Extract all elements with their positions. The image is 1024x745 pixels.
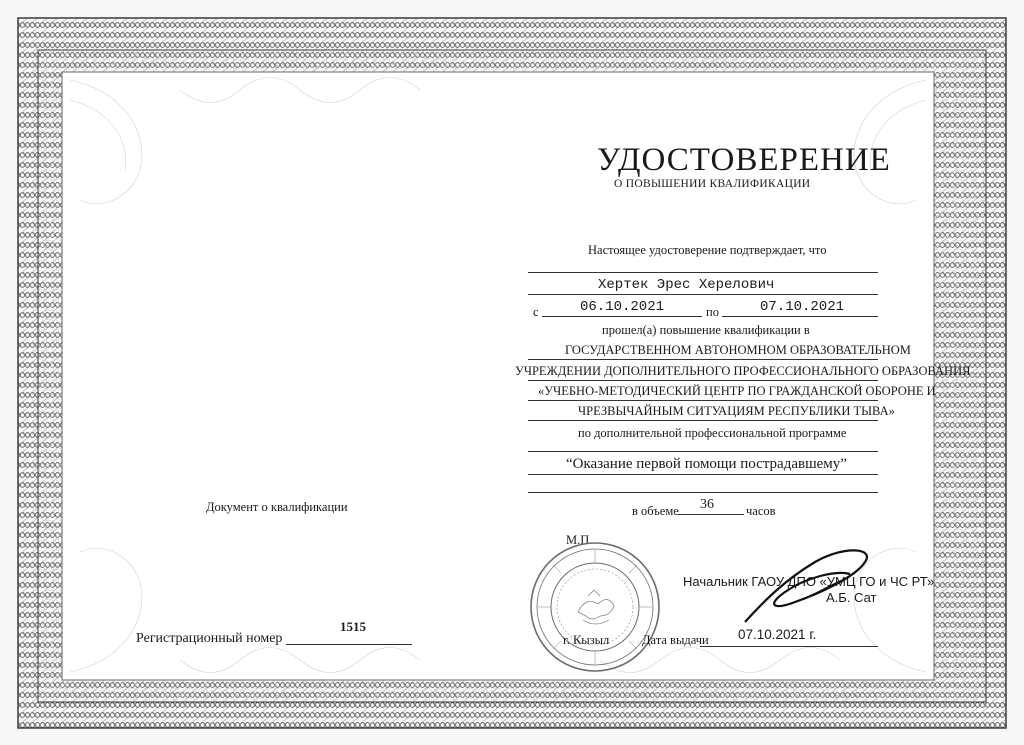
program-name: “Оказание первой помощи пострадавшему” <box>566 456 847 472</box>
head-title: Начальник ГАОУ ДПО «УМЦ ГО и ЧС РТ» <box>683 574 935 589</box>
institution-line-1: ГОСУДАРСТВЕННОМ АВТОНОМНОМ ОБРАЗОВАТЕЛЬНОМ <box>565 343 911 357</box>
passed-text: прошел(а) повышение квалификации в <box>602 323 810 337</box>
reg-number-line <box>286 644 412 645</box>
certificate-subtitle: О ПОВЫШЕНИИ КВАЛИФИКАЦИИ <box>614 178 811 190</box>
reg-number: 1515 <box>340 619 366 634</box>
certificate-title: УДОСТОВЕРЕНИЕ <box>597 142 891 178</box>
from-prefix: с <box>533 305 539 319</box>
name-top-line <box>528 272 878 273</box>
official-seal <box>528 540 662 674</box>
program-intro: по дополнительной профессиональной программе <box>578 426 847 440</box>
institution-underline-1 <box>528 359 878 360</box>
name-line <box>528 294 878 295</box>
issue-label: Дата выдачи <box>642 633 709 647</box>
date-from-line <box>542 316 702 317</box>
program-extra-line <box>528 492 878 493</box>
city: г. Кызыл <box>563 633 610 647</box>
signature-image <box>735 540 885 630</box>
program-line <box>528 474 878 475</box>
document-label: Документ о квалификации <box>206 500 348 514</box>
volume-line <box>678 514 744 515</box>
institution-line-4: ЧРЕЗВЫЧАЙНЫМ СИТУАЦИЯМ РЕСПУБЛИКИ ТЫВА» <box>578 404 895 418</box>
volume-prefix: в объеме <box>632 504 679 518</box>
head-name: А.Б. Сат <box>826 590 877 605</box>
date-to-line <box>722 316 878 317</box>
institution-line-2: УЧРЕЖДЕНИИ ДОПОЛНИТЕЛЬНОГО ПРОФЕССИОНАЛЬНОГО ОБРАЗОВАНИЯ <box>515 364 971 378</box>
volume-hours: 36 <box>700 497 714 512</box>
issue-date-line <box>700 646 878 647</box>
institution-underline-2 <box>528 380 878 381</box>
to-prefix: по <box>706 305 719 319</box>
institution-underline-4 <box>528 420 878 421</box>
stamp-label: М.П. <box>566 533 593 547</box>
date-from: 06.10.2021 <box>580 299 665 315</box>
confirm-text: Настоящее удостоверение подтверждает, что <box>588 243 827 257</box>
reg-label: Регистрационный номер <box>136 631 283 646</box>
issue-date: 07.10.2021 г. <box>738 627 817 642</box>
volume-suffix: часов <box>746 504 776 518</box>
full-name: Хертек Эрес Херелович <box>598 277 775 293</box>
institution-underline-3 <box>528 400 878 401</box>
institution-line-3: «УЧЕБНО-МЕТОДИЧЕСКИЙ ЦЕНТР ПО ГРАЖДАНСКОЙ ОБОРОНЕ И <box>538 384 936 398</box>
program-top-line <box>528 451 878 452</box>
date-to: 07.10.2021 <box>760 299 845 315</box>
